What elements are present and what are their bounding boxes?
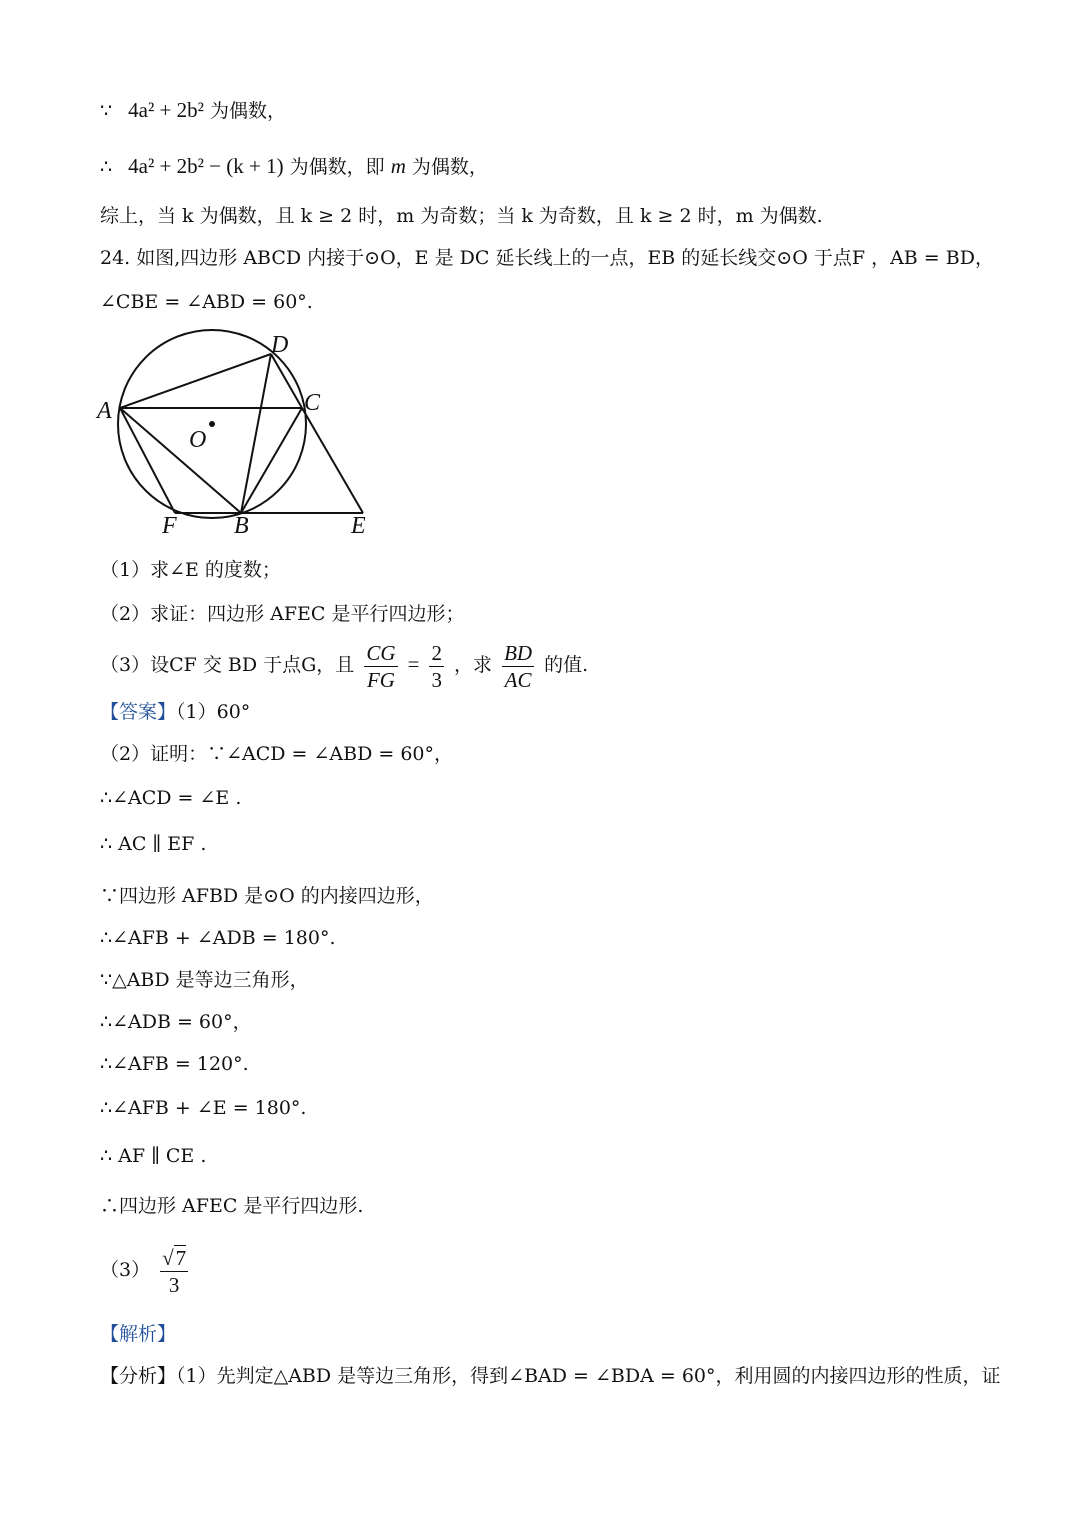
segment-ce	[302, 408, 363, 513]
label-o: O	[189, 427, 207, 453]
label-a: A	[97, 398, 112, 424]
proof-line: （2）证明：∵∠ACD = ∠ABD = 60°，	[100, 743, 454, 765]
question-2: （2）求证：四边形 AFEC 是平行四边形；	[100, 603, 465, 625]
label-f: F	[162, 513, 177, 539]
label-c: C	[304, 390, 321, 416]
fraction-bd-ac: $\frac{BD}{AC}$	[504, 640, 533, 692]
proof-line: ∵△ABD 是等边三角形，	[100, 969, 309, 991]
proof-line: ∴∠ADB = 60°，	[100, 1011, 252, 1033]
fraction-cg-fg: $\frac{CG}{FG}$	[366, 640, 396, 692]
analysis-line: 【分析】（1）先判定△ABD 是等边三角形，得到∠BAD = ∠BDA = 60°，利用圆的内接四边形的性质，证	[100, 1365, 1001, 1387]
question-3: （3）设CF 交 BD 于点G，且 $\frac{CG}{FG}$ = $\frac{2}{3}$ ，求 $\frac{BD}{AC}$ 的值.	[100, 640, 589, 692]
segment-ab	[120, 408, 241, 513]
proof-line: ∴∠AFB = 120°.	[100, 1053, 249, 1075]
proof-line: ∴∠ACD = ∠E .	[100, 787, 242, 809]
center-dot	[209, 421, 215, 427]
proof-line: ∴ AF ∥ CE .	[100, 1145, 207, 1167]
line-3: 综上，当 k 为偶数，且 k ≥ 2 时，m 为奇数；当 k 为奇数，且 k ≥ 2 时，m 为偶数.	[100, 205, 823, 227]
label-b: B	[234, 513, 249, 539]
proof-line: ∴四边形 AFEC 是平行四边形.	[100, 1195, 364, 1217]
fraction-2-3: $\frac{2}{3}$	[431, 640, 442, 692]
answer-3: （3） $\frac{√7}{3}$	[100, 1245, 187, 1297]
segment-af	[120, 408, 175, 513]
proof-line: ∵四边形 AFBD 是⊙O 的内接四边形，	[100, 885, 434, 907]
segment-dc	[271, 354, 302, 408]
proof-line: ∴ AC ∥ EF .	[100, 833, 207, 855]
label-d: D	[271, 332, 289, 358]
answer-line: 【答案】（1）60°	[100, 701, 251, 723]
question-1: （1）求∠E 的度数；	[100, 559, 281, 581]
analysis-label: 【解析】	[100, 1323, 177, 1345]
label-e: E	[351, 513, 366, 539]
expr-1: 4a² + 2b²	[128, 98, 204, 122]
proof-line: ∴∠AFB + ∠E = 180°.	[100, 1097, 307, 1119]
geometry-figure	[95, 328, 385, 543]
segment-ad	[120, 354, 271, 408]
problem-statement-line1: 24. 如图,四边形 ABCD 内接于⊙O，E 是 DC 延长线上的一点，EB 的延长线交⊙O 于点F ，AB = BD，	[100, 247, 994, 269]
proof-line: ∴∠AFB + ∠ADB = 180°.	[100, 927, 336, 949]
answer-label: 【答案】	[100, 701, 177, 723]
fraction-sqrt7-3: $\frac{√7}{3}$	[162, 1245, 187, 1297]
fenxi-label: 【分析】	[100, 1365, 177, 1387]
expr-2: 4a² + 2b² − (k + 1)	[128, 154, 284, 178]
line-1: ∵ 4a² + 2b² 为偶数，	[100, 98, 286, 122]
line-2: ∴ 4a² + 2b² − (k + 1) 为偶数，即 m 为偶数，	[100, 154, 488, 178]
problem-statement-line2: ∠CBE = ∠ABD = 60°.	[100, 291, 313, 313]
